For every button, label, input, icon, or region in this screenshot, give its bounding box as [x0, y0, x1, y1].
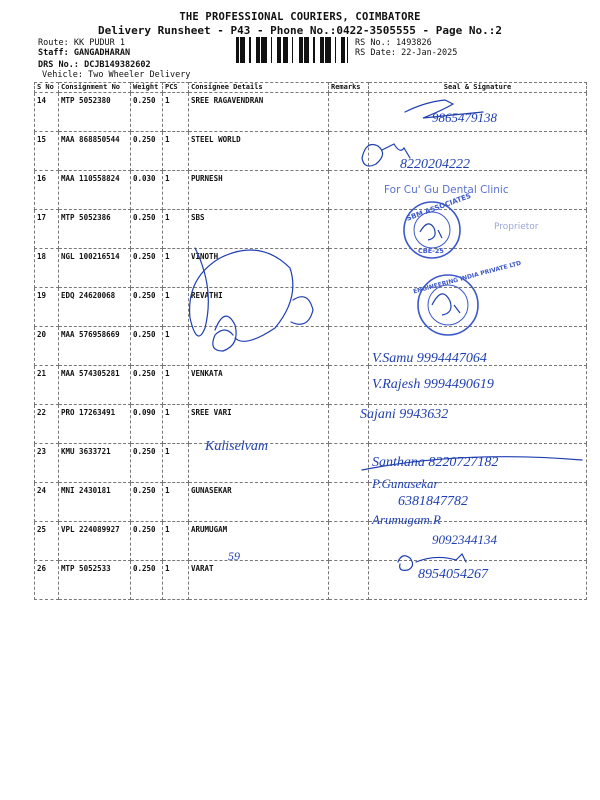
cell-pcs: 1 [163, 483, 189, 522]
cell-consignee: SREE RAGAVENDRAN [189, 93, 329, 132]
cell-seal-signature [369, 210, 587, 249]
cell-weight: 0.250 [131, 249, 163, 288]
signature-25-name: Arumugam.R [372, 512, 441, 527]
cell-consignee [189, 444, 329, 483]
faint-stamp-text: Proprietor [494, 222, 539, 232]
cell-remarks [329, 444, 369, 483]
runsheet-title: Delivery Runsheet - P43 - Phone No.:0422-3505555 - Page No.:2 [98, 24, 502, 37]
signature-23-phone: Santhana 8220727182 [372, 455, 499, 470]
cell-consignee: VENKATA [189, 366, 329, 405]
cell-consignee: VARAT [189, 561, 329, 600]
cell-consignee: PURNESH [189, 171, 329, 210]
cell-weight: 0.090 [131, 405, 163, 444]
cell-consignment-no: MNI 2430181 [59, 483, 131, 522]
cell-remarks [329, 366, 369, 405]
cell-remarks [329, 561, 369, 600]
cell-pcs: 1 [163, 366, 189, 405]
cell-pcs: 1 [163, 93, 189, 132]
cell-remarks [329, 93, 369, 132]
cell-sno: 17 [35, 210, 59, 249]
signature-26-name: 59 [228, 549, 240, 563]
rs-date-label: RS Date: [355, 48, 396, 58]
cell-sno: 22 [35, 405, 59, 444]
cell-seal-signature [369, 522, 587, 561]
sbm-stamp-bottom: CBE-25 [418, 247, 444, 255]
cell-consignment-no: VPL 224089927 [59, 522, 131, 561]
table-header-row [35, 83, 587, 93]
col-remarks: Remarks [329, 83, 369, 93]
table-row [35, 132, 587, 171]
cell-remarks [329, 522, 369, 561]
cell-weight: 0.250 [131, 522, 163, 561]
cell-seal-signature [369, 171, 587, 210]
col-pcs: PCS [163, 83, 189, 93]
signature-22: Sajani 9943632 [360, 407, 449, 422]
signature-21-line2: V.Rajesh 9994490619 [372, 377, 494, 392]
cell-weight: 0.250 [131, 444, 163, 483]
route-value: KK PUDUR 1 [73, 38, 126, 48]
cell-sno: 23 [35, 444, 59, 483]
cell-remarks [329, 405, 369, 444]
signature-15-phone: 8220204222 [400, 157, 470, 172]
engineering-stamp-text: ENGINEERING INDIA PRIVATE LTD [412, 259, 523, 296]
cell-sno: 15 [35, 132, 59, 171]
vehicle-label: Vehicle: [42, 70, 83, 80]
cell-weight: 0.250 [131, 93, 163, 132]
table-row [35, 405, 587, 444]
cell-pcs: 1 [163, 249, 189, 288]
table-row [35, 210, 587, 249]
rs-no-value: 1493826 [395, 38, 432, 48]
table-row [35, 444, 587, 483]
drs-line [38, 60, 151, 70]
drs-value: DCJB149382602 [84, 60, 151, 70]
col-sno: S No [35, 83, 59, 93]
runsheet-table [34, 82, 587, 600]
cell-weight: 0.250 [131, 561, 163, 600]
signature-24-name: P.Gunasekar [372, 476, 439, 491]
cell-sno: 16 [35, 171, 59, 210]
cell-consignment-no: PRO 17263491 [59, 405, 131, 444]
cell-seal-signature [369, 444, 587, 483]
table-row [35, 327, 587, 366]
col-consignee: Consignee Details [189, 83, 329, 93]
staff-value: GANGADHARAN [73, 48, 131, 58]
cell-consignee: GUNASEKAR [189, 483, 329, 522]
cell-remarks [329, 249, 369, 288]
cell-seal-signature [369, 249, 587, 288]
cell-pcs: 1 [163, 288, 189, 327]
cell-sno: 21 [35, 366, 59, 405]
clinic-stamp: For Cu' Gu Dental Clinic [384, 184, 509, 196]
cell-consignment-no: MAA 868850544 [59, 132, 131, 171]
vehicle-value: Two Wheeler Delivery [88, 70, 191, 80]
signature-23-name: Kaliselvam [205, 439, 268, 454]
cell-weight: 0.030 [131, 171, 163, 210]
cell-consignee: SREE VARI [189, 405, 329, 444]
cell-sno: 19 [35, 288, 59, 327]
staff-line [38, 48, 130, 58]
cell-consignment-no: MAA 110558824 [59, 171, 131, 210]
company-name: THE PROFESSIONAL COURIERS, COIMBATORE [179, 11, 421, 23]
rs-date-value: 22-Jan-2025 [401, 48, 458, 58]
cell-seal-signature [369, 483, 587, 522]
cell-remarks [329, 132, 369, 171]
cell-sno: 18 [35, 249, 59, 288]
cell-remarks [329, 210, 369, 249]
signature-25-phone: 9092344134 [432, 532, 497, 547]
route-line [38, 38, 125, 48]
cell-pcs: 1 [163, 444, 189, 483]
table-row [35, 249, 587, 288]
signature-26-phone: 8954054267 [418, 567, 488, 582]
cell-seal-signature [369, 366, 587, 405]
cell-weight: 0.250 [131, 210, 163, 249]
signature-21-line1: V.Samu 9994447064 [372, 351, 487, 366]
rs-no-label: RS No.: [355, 38, 391, 48]
cell-consignment-no: MAA 574305281 [59, 366, 131, 405]
cell-consignee [189, 327, 329, 366]
cell-consignment-no: MTP 5052533 [59, 561, 131, 600]
table-row [35, 171, 587, 210]
cell-weight: 0.250 [131, 327, 163, 366]
cell-seal-signature [369, 288, 587, 327]
cell-sno: 14 [35, 93, 59, 132]
cell-pcs: 1 [163, 561, 189, 600]
sbm-stamp-top: SBM ASSOCIATES [405, 191, 473, 223]
cell-consignment-no: EDQ 24620068 [59, 288, 131, 327]
cell-pcs: 1 [163, 132, 189, 171]
cell-pcs: 1 [163, 327, 189, 366]
table-row [35, 561, 587, 600]
col-seal-signature: Seal & Signature [369, 83, 587, 93]
rs-date-line [355, 48, 457, 58]
table-row [35, 522, 587, 561]
cell-sno: 20 [35, 327, 59, 366]
cell-remarks [329, 288, 369, 327]
staff-label: Staff: [38, 48, 69, 58]
cell-sno: 24 [35, 483, 59, 522]
cell-consignment-no: MTP 5052380 [59, 93, 131, 132]
cell-consignment-no: NGL 100216514 [59, 249, 131, 288]
cell-seal-signature [369, 327, 587, 366]
cell-pcs: 1 [163, 171, 189, 210]
cell-weight: 0.250 [131, 483, 163, 522]
cell-consignee: ARUMUGAM [189, 522, 329, 561]
cell-weight: 0.250 [131, 132, 163, 171]
cell-pcs: 1 [163, 405, 189, 444]
signature-24-phone: 6381847782 [398, 494, 468, 509]
cell-sno: 25 [35, 522, 59, 561]
vehicle-line [42, 70, 190, 80]
signature-14-phone: 9865479138 [432, 110, 497, 125]
cell-weight: 0.250 [131, 366, 163, 405]
table-row [35, 366, 587, 405]
cell-pcs: 1 [163, 210, 189, 249]
table-row [35, 93, 587, 132]
cell-sno: 26 [35, 561, 59, 600]
cell-seal-signature [369, 561, 587, 600]
drs-label: DRS No.: [38, 60, 79, 70]
cell-consignment-no: MTP 5052386 [59, 210, 131, 249]
cell-consignee: STEEL WORLD [189, 132, 329, 171]
cell-pcs: 1 [163, 522, 189, 561]
col-weight: Weight [131, 83, 163, 93]
table-row [35, 483, 587, 522]
col-consignment: Consignment No [59, 83, 131, 93]
cell-seal-signature [369, 93, 587, 132]
table-row [35, 288, 587, 327]
barcode-image [236, 37, 348, 63]
cell-consignment-no: MAA 576958669 [59, 327, 131, 366]
rs-no-line [355, 38, 432, 48]
cell-seal-signature [369, 132, 587, 171]
cell-weight: 0.250 [131, 288, 163, 327]
route-label: Route: [38, 38, 69, 48]
cell-remarks [329, 483, 369, 522]
cell-seal-signature [369, 405, 587, 444]
cell-consignment-no: KMU 3633721 [59, 444, 131, 483]
cell-consignee: REVATHI [189, 288, 329, 327]
cell-consignee: SBS [189, 210, 329, 249]
cell-remarks [329, 171, 369, 210]
cell-consignee: VINOTH [189, 249, 329, 288]
cell-remarks [329, 327, 369, 366]
